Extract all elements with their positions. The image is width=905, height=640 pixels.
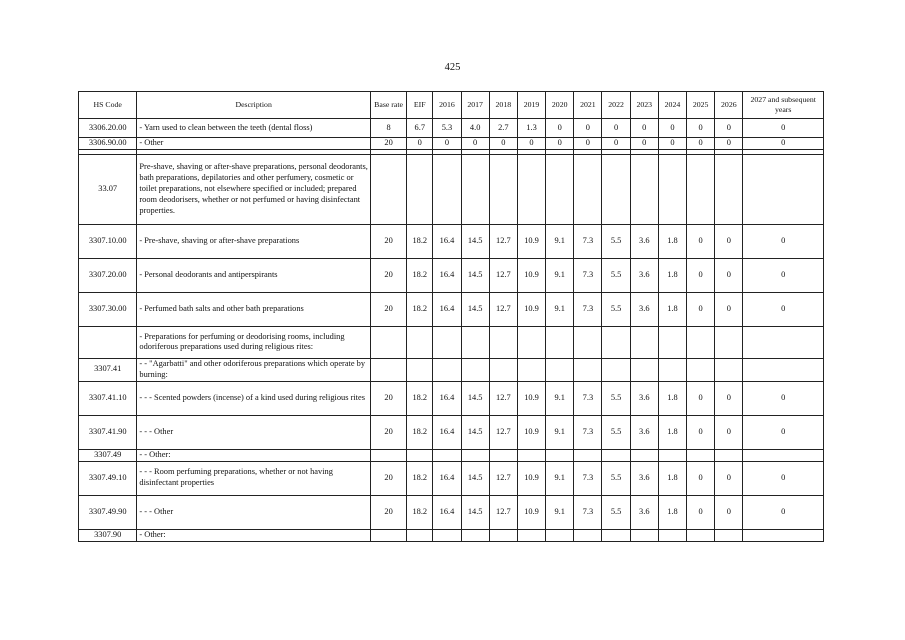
description-cell: - Personal deodorants and antiperspirants [137, 258, 371, 292]
description-cell: - Yarn used to clean between the teeth (dental floss) [137, 119, 371, 138]
rate-cell [517, 358, 545, 381]
rate-cell: 12.7 [489, 292, 517, 326]
rate-cell [630, 358, 658, 381]
rate-cell: 0 [687, 138, 715, 150]
rate-cell: 2.7 [489, 119, 517, 138]
rate-cell [489, 358, 517, 381]
rate-cell: 5.5 [602, 292, 630, 326]
table-row [79, 461, 824, 495]
rate-cell [517, 154, 545, 224]
rate-cell: 5.5 [602, 495, 630, 529]
rate-cell [517, 449, 545, 461]
rate-cell: 7.3 [574, 292, 602, 326]
rate-cell [546, 529, 574, 541]
rate-cell: 0 [687, 119, 715, 138]
table-row [79, 119, 824, 138]
rate-cell [687, 449, 715, 461]
table-row [79, 415, 824, 449]
table-row [79, 138, 824, 150]
rate-cell [658, 326, 686, 358]
rate-cell: 16.4 [433, 461, 461, 495]
rate-cell: 3.6 [630, 224, 658, 258]
rate-cell: 0 [546, 119, 574, 138]
rate-cell [743, 358, 824, 381]
rate-cell: 6.7 [407, 119, 433, 138]
rate-cell [574, 154, 602, 224]
rate-cell [433, 529, 461, 541]
rate-cell [370, 449, 406, 461]
rate-cell: 7.3 [574, 258, 602, 292]
rate-cell [630, 529, 658, 541]
description-cell: - - - Scented powders (incense) of a kind used during religious rites [137, 381, 371, 415]
hs-code-cell: 3307.20.00 [79, 258, 137, 292]
rate-cell: 14.5 [461, 461, 489, 495]
rate-cell: 9.1 [546, 258, 574, 292]
rate-cell [743, 529, 824, 541]
rate-cell: 9.1 [546, 381, 574, 415]
rate-cell: 0 [489, 138, 517, 150]
rate-cell [658, 154, 686, 224]
rate-cell [715, 449, 743, 461]
rate-cell [602, 326, 630, 358]
rate-cell: 0 [743, 495, 824, 529]
rate-cell: 0 [407, 138, 433, 150]
table-row [79, 224, 824, 258]
rate-cell: 12.7 [489, 258, 517, 292]
hs-code-cell: 3307.41.10 [79, 381, 137, 415]
rate-cell: 0 [687, 381, 715, 415]
rate-cell: 0 [574, 119, 602, 138]
rate-cell: 12.7 [489, 461, 517, 495]
rate-cell: 5.5 [602, 461, 630, 495]
hs-code-cell: 3306.20.00 [79, 119, 137, 138]
header-2027-plus: 2027 and subsequent years [743, 92, 824, 119]
rate-cell [630, 326, 658, 358]
rate-cell: 5.5 [602, 381, 630, 415]
rate-cell [489, 326, 517, 358]
rate-cell [461, 449, 489, 461]
rate-cell: 16.4 [433, 381, 461, 415]
rate-cell: 3.6 [630, 495, 658, 529]
rate-cell: 1.8 [658, 495, 686, 529]
header-2022: 2022 [602, 92, 630, 119]
rate-cell: 5.5 [602, 224, 630, 258]
rate-cell: 0 [743, 381, 824, 415]
rate-cell [574, 358, 602, 381]
hs-code-cell: 3306.90.00 [79, 138, 137, 150]
rate-cell [658, 449, 686, 461]
rate-cell [407, 358, 433, 381]
rate-cell [461, 326, 489, 358]
rate-cell: 0 [630, 119, 658, 138]
rate-cell: 10.9 [517, 381, 545, 415]
hs-code-cell: 3307.41.90 [79, 415, 137, 449]
rate-cell: 0 [574, 138, 602, 150]
rate-cell: 7.3 [574, 381, 602, 415]
table-row [79, 258, 824, 292]
rate-cell: 9.1 [546, 415, 574, 449]
rate-cell: 1.8 [658, 415, 686, 449]
rate-cell: 18.2 [407, 292, 433, 326]
table-header-row [79, 92, 824, 119]
rate-cell: 0 [743, 461, 824, 495]
header-eif: EIF [407, 92, 433, 119]
rate-cell: 0 [687, 415, 715, 449]
rate-cell: 0 [715, 461, 743, 495]
hs-code-cell: 33.07 [79, 154, 137, 224]
rate-cell [433, 326, 461, 358]
header-2020: 2020 [546, 92, 574, 119]
description-cell: - Other [137, 138, 371, 150]
table-row [79, 154, 824, 224]
rate-cell: 18.2 [407, 381, 433, 415]
rate-cell [517, 529, 545, 541]
rate-cell: 16.4 [433, 224, 461, 258]
rate-cell: 16.4 [433, 415, 461, 449]
rate-cell: 0 [546, 138, 574, 150]
page-number: 425 [444, 62, 461, 73]
table-row [79, 358, 824, 381]
rate-cell: 18.2 [407, 461, 433, 495]
header-2018: 2018 [489, 92, 517, 119]
rate-cell: 0 [715, 138, 743, 150]
rate-cell: 20 [370, 381, 406, 415]
header-2021: 2021 [574, 92, 602, 119]
rate-cell [687, 154, 715, 224]
rate-cell [687, 529, 715, 541]
rate-cell: 0 [743, 415, 824, 449]
rate-cell: 20 [370, 461, 406, 495]
description-cell: - - Other: [137, 449, 371, 461]
rate-cell [461, 358, 489, 381]
rate-cell: 5.5 [602, 415, 630, 449]
hs-code-cell: 3307.10.00 [79, 224, 137, 258]
rate-cell [517, 326, 545, 358]
rate-cell: 0 [715, 292, 743, 326]
rate-cell [461, 154, 489, 224]
rate-cell [370, 529, 406, 541]
rate-cell [715, 154, 743, 224]
rate-cell: 9.1 [546, 224, 574, 258]
header-hs-code: HS Code [79, 92, 137, 119]
hs-code-cell: 3307.30.00 [79, 292, 137, 326]
rate-cell: 14.5 [461, 292, 489, 326]
rate-cell [461, 529, 489, 541]
rate-cell: 1.8 [658, 292, 686, 326]
rate-cell: 0 [630, 138, 658, 150]
header-2019: 2019 [517, 92, 545, 119]
rate-cell: 14.5 [461, 224, 489, 258]
table-row [79, 292, 824, 326]
rate-cell [602, 449, 630, 461]
rate-cell: 3.6 [630, 292, 658, 326]
rate-cell: 12.7 [489, 495, 517, 529]
rate-cell [370, 154, 406, 224]
rate-cell: 0 [743, 138, 824, 150]
rate-cell [602, 154, 630, 224]
description-cell: - Other: [137, 529, 371, 541]
rate-cell [743, 154, 824, 224]
rate-cell [743, 449, 824, 461]
rate-cell: 20 [370, 292, 406, 326]
rate-cell: 0 [687, 258, 715, 292]
rate-cell: 7.3 [574, 224, 602, 258]
rate-cell: 12.7 [489, 381, 517, 415]
rate-cell [602, 358, 630, 381]
rate-cell: 8 [370, 119, 406, 138]
rate-cell: 20 [370, 258, 406, 292]
rate-cell: 0 [743, 258, 824, 292]
rate-cell [687, 326, 715, 358]
rate-cell: 10.9 [517, 224, 545, 258]
rate-cell: 3.6 [630, 415, 658, 449]
rate-cell: 5.5 [602, 258, 630, 292]
rate-cell: 18.2 [407, 224, 433, 258]
rate-cell: 12.7 [489, 415, 517, 449]
rate-cell: 3.6 [630, 461, 658, 495]
rate-cell [433, 358, 461, 381]
rate-cell [546, 449, 574, 461]
rate-cell: 9.1 [546, 495, 574, 529]
rate-cell [715, 358, 743, 381]
rate-cell: 16.4 [433, 258, 461, 292]
rate-cell: 0 [743, 224, 824, 258]
rate-cell [630, 154, 658, 224]
header-2025: 2025 [687, 92, 715, 119]
description-cell: - Pre-shave, shaving or after-shave preparations [137, 224, 371, 258]
hs-code-cell: 3307.49 [79, 449, 137, 461]
header-base-rate: Base rate [370, 92, 406, 119]
rate-cell [407, 326, 433, 358]
rate-cell [407, 449, 433, 461]
rate-cell: 9.1 [546, 461, 574, 495]
rate-cell [546, 154, 574, 224]
rate-cell: 3.6 [630, 258, 658, 292]
rate-cell: 0 [433, 138, 461, 150]
rate-cell: 0 [687, 224, 715, 258]
rate-cell: 1.8 [658, 258, 686, 292]
header-2023: 2023 [630, 92, 658, 119]
rate-cell [658, 358, 686, 381]
rate-cell: 18.2 [407, 415, 433, 449]
header-2024: 2024 [658, 92, 686, 119]
hs-code-cell [79, 326, 137, 358]
rate-cell [715, 326, 743, 358]
rate-cell [630, 449, 658, 461]
table-row [79, 449, 824, 461]
rate-cell [546, 358, 574, 381]
rate-cell: 7.3 [574, 415, 602, 449]
rate-cell [743, 326, 824, 358]
rate-cell: 1.3 [517, 119, 545, 138]
header-description: Description [137, 92, 371, 119]
header-2016: 2016 [433, 92, 461, 119]
rate-cell: 4.0 [461, 119, 489, 138]
rate-cell [370, 326, 406, 358]
hs-code-cell: 3307.90 [79, 529, 137, 541]
rate-cell: 16.4 [433, 495, 461, 529]
rate-cell: 3.6 [630, 381, 658, 415]
rate-cell: 1.8 [658, 224, 686, 258]
rate-cell: 20 [370, 415, 406, 449]
header-2026: 2026 [715, 92, 743, 119]
rate-cell: 0 [602, 119, 630, 138]
description-cell: - Perfumed bath salts and other bath preparations [137, 292, 371, 326]
tariff-schedule-table [78, 91, 824, 542]
rate-cell: 0 [715, 415, 743, 449]
hs-code-cell: 3307.49.90 [79, 495, 137, 529]
rate-cell: 18.2 [407, 495, 433, 529]
rate-cell: 9.1 [546, 292, 574, 326]
rate-cell: 0 [687, 461, 715, 495]
rate-cell [407, 154, 433, 224]
rate-cell [489, 529, 517, 541]
rate-cell [658, 529, 686, 541]
table-row [79, 326, 824, 358]
table-row [79, 529, 824, 541]
rate-cell: 0 [658, 119, 686, 138]
description-cell: Pre-shave, shaving or after-shave preparations, personal deodorants, bath preparations, depilatories and other perfumery, cosmetic or toilet preparations, not elsewhere specified or included; prepared room deodorisers, whether or not perfumed or having disinfectant properties. [137, 154, 371, 224]
rate-cell [602, 529, 630, 541]
rate-cell: 0 [461, 138, 489, 150]
description-cell: - - "Agarbatti" and other odoriferous preparations which operate by burning: [137, 358, 371, 381]
rate-cell: 0 [687, 292, 715, 326]
rate-cell: 14.5 [461, 258, 489, 292]
rate-cell: 10.9 [517, 495, 545, 529]
description-cell: - - - Room perfuming preparations, whether or not having disinfectant properties [137, 461, 371, 495]
rate-cell [489, 154, 517, 224]
rate-cell: 20 [370, 224, 406, 258]
rate-cell: 0 [715, 119, 743, 138]
rate-cell: 7.3 [574, 495, 602, 529]
description-cell: - - - Other [137, 495, 371, 529]
description-cell: - - - Other [137, 415, 371, 449]
rate-cell: 0 [602, 138, 630, 150]
rate-cell: 10.9 [517, 461, 545, 495]
rate-cell: 14.5 [461, 415, 489, 449]
rate-cell [715, 529, 743, 541]
rate-cell: 7.3 [574, 461, 602, 495]
header-2017: 2017 [461, 92, 489, 119]
rate-cell: 10.9 [517, 292, 545, 326]
table-row [79, 381, 824, 415]
rate-cell [407, 529, 433, 541]
rate-cell [574, 529, 602, 541]
hs-code-cell: 3307.41 [79, 358, 137, 381]
rate-cell: 0 [687, 495, 715, 529]
rate-cell: 14.5 [461, 381, 489, 415]
hs-code-cell: 3307.49.10 [79, 461, 137, 495]
rate-cell: 1.8 [658, 461, 686, 495]
rate-cell: 0 [715, 258, 743, 292]
rate-cell: 12.7 [489, 224, 517, 258]
rate-cell: 0 [658, 138, 686, 150]
rate-cell: 5.3 [433, 119, 461, 138]
rate-cell: 0 [715, 224, 743, 258]
rate-cell [574, 449, 602, 461]
rate-cell [433, 154, 461, 224]
rate-cell: 18.2 [407, 258, 433, 292]
rate-cell: 0 [715, 495, 743, 529]
rate-cell: 10.9 [517, 258, 545, 292]
rate-cell: 16.4 [433, 292, 461, 326]
description-cell: - Preparations for perfuming or deodorising rooms, including odoriferous preparations used during religious rites: [137, 326, 371, 358]
rate-cell: 20 [370, 495, 406, 529]
rate-cell: 0 [743, 119, 824, 138]
rate-cell: 1.8 [658, 381, 686, 415]
rate-cell: 14.5 [461, 495, 489, 529]
rate-cell: 0 [517, 138, 545, 150]
rate-cell [546, 326, 574, 358]
table-row [79, 495, 824, 529]
rate-cell: 10.9 [517, 415, 545, 449]
rate-cell [370, 358, 406, 381]
rate-cell: 20 [370, 138, 406, 150]
rate-cell [433, 449, 461, 461]
rate-cell: 0 [743, 292, 824, 326]
rate-cell [574, 326, 602, 358]
rate-cell [687, 358, 715, 381]
rate-cell: 0 [715, 381, 743, 415]
rate-cell [489, 449, 517, 461]
